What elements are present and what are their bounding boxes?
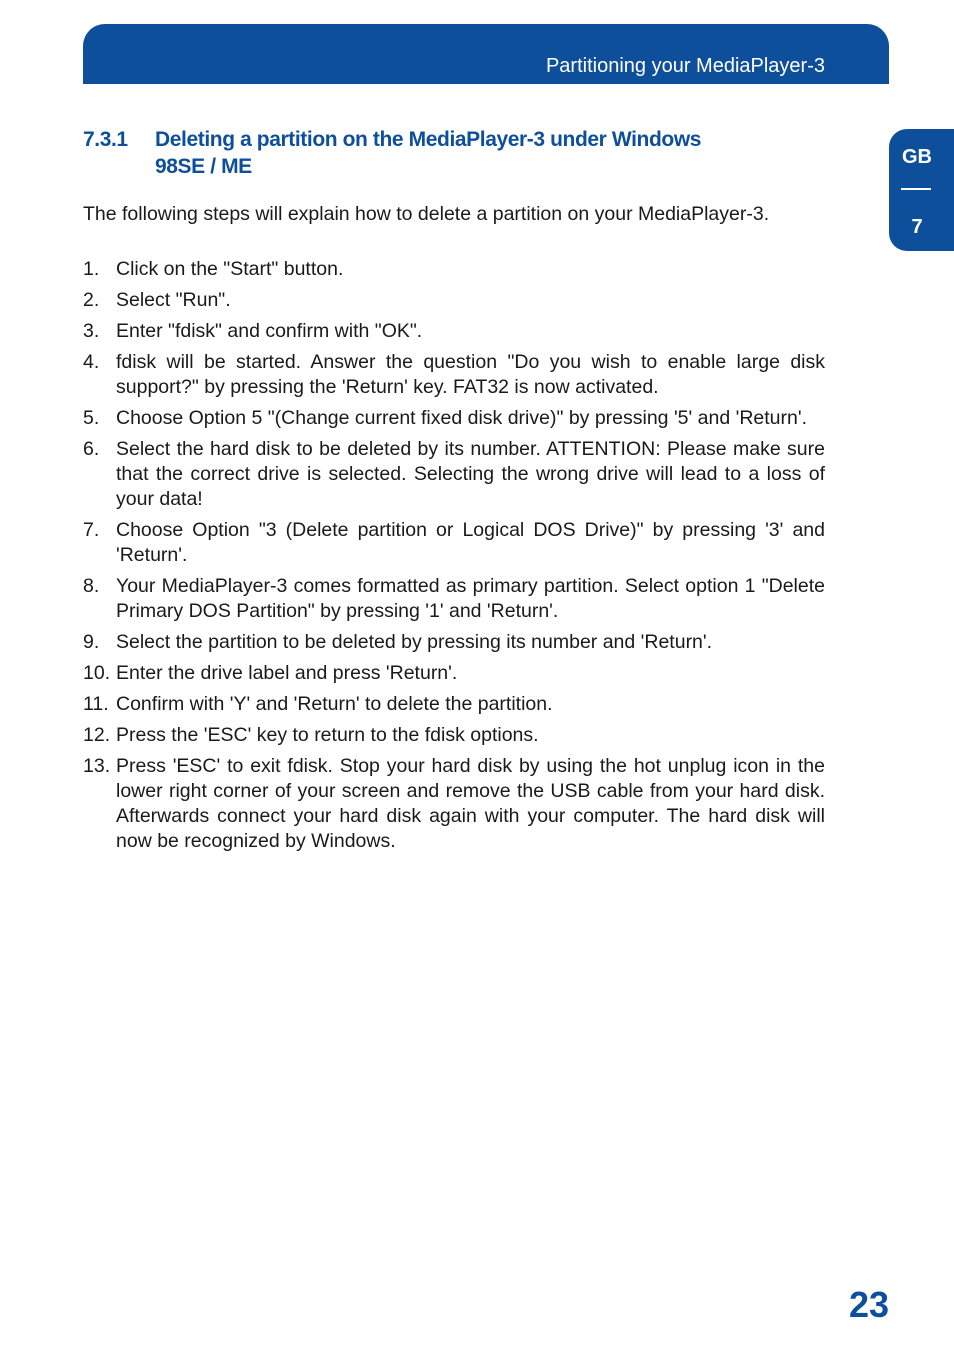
step-number: 7.: [83, 519, 100, 541]
step-number: 12.: [83, 724, 111, 746]
section-number: 7.3.1: [83, 128, 128, 151]
step-text: Confirm with 'Y' and 'Return' to delete the partition.: [116, 693, 553, 715]
step-number: 9.: [83, 631, 100, 653]
step-text: Enter the drive label and press 'Return'.: [116, 662, 458, 684]
step-text: Your MediaPlayer-3 comes formatted as primary partition. Select option 1 "Delete Primary DOS Partition" by pressing '1' and 'Return'.: [116, 575, 825, 622]
step-number: 6.: [83, 438, 100, 460]
step-number: 1.: [83, 258, 100, 280]
header-bar: [83, 24, 889, 84]
step-text: Enter "fdisk" and confirm with "OK".: [116, 320, 423, 342]
step-item: [83, 437, 825, 512]
header-title: Partitioning your MediaPlayer-3: [545, 55, 825, 77]
step-text: Select the hard disk to be deleted by its number. ATTENTION: Please make sure that the correct drive is selected. Selecting the wrong drive will lead to a loss of your data!: [116, 438, 825, 510]
step-text: Select the partition to be deleted by pressing its number and 'Return'.: [116, 631, 713, 653]
step-item: [83, 574, 825, 624]
step-item: [83, 406, 825, 431]
step-item: [83, 723, 825, 748]
chapter-tab: [889, 129, 954, 251]
step-text: Click on the "Start" button.: [116, 258, 344, 280]
step-number: 8.: [83, 575, 100, 597]
step-text: Press the 'ESC' key to return to the fdisk options.: [116, 724, 539, 746]
step-number: 5.: [83, 407, 100, 429]
step-number: 11.: [83, 693, 109, 715]
step-number: 10.: [83, 662, 111, 684]
step-item: [83, 630, 825, 655]
step-number: 2.: [83, 289, 100, 311]
tab-divider: [901, 188, 931, 190]
page-number: 23: [848, 1284, 889, 1325]
step-text: fdisk will be started. Answer the question "Do you wish to enable large disk support?" by pressing the 'Return' key. FAT32 is now activated.: [116, 351, 825, 398]
step-item: [83, 518, 825, 568]
step-item: [83, 288, 825, 313]
step-text: Select "Run".: [116, 289, 231, 311]
step-number: 13.: [83, 755, 111, 777]
section-title-line2: 98SE / ME: [155, 155, 252, 178]
step-text: Choose Option 5 "(Change current fixed disk drive)" by pressing '5' and 'Return'.: [116, 407, 808, 429]
step-text: Choose Option "3 (Delete partition or Logical DOS Drive)" by pressing '3' and 'Return'.: [116, 519, 825, 566]
steps-list: [83, 257, 825, 860]
step-item: [83, 319, 825, 344]
step-number: 3.: [83, 320, 100, 342]
step-item: [83, 661, 825, 686]
intro-paragraph: The following steps will explain how to delete a partition on your MediaPlayer-3.: [83, 203, 770, 225]
step-text: Press 'ESC' to exit fdisk. Stop your hard disk by using the hot unplug icon in the lower right corner of your screen and remove the USB cable from your hard disk. Afterwards connect your hard disk again with your computer. The hard disk will now be recognized by Windows.: [116, 755, 825, 852]
tab-language: GB: [902, 146, 932, 168]
step-number: 4.: [83, 351, 100, 373]
section-heading: [83, 126, 843, 180]
step-item: [83, 350, 825, 400]
step-item: [83, 257, 825, 282]
step-item: [83, 754, 825, 854]
step-item: [83, 692, 825, 717]
tab-chapter-number: 7: [911, 216, 923, 238]
section-title-line1: Deleting a partition on the MediaPlayer-3 under Windows: [155, 128, 702, 151]
